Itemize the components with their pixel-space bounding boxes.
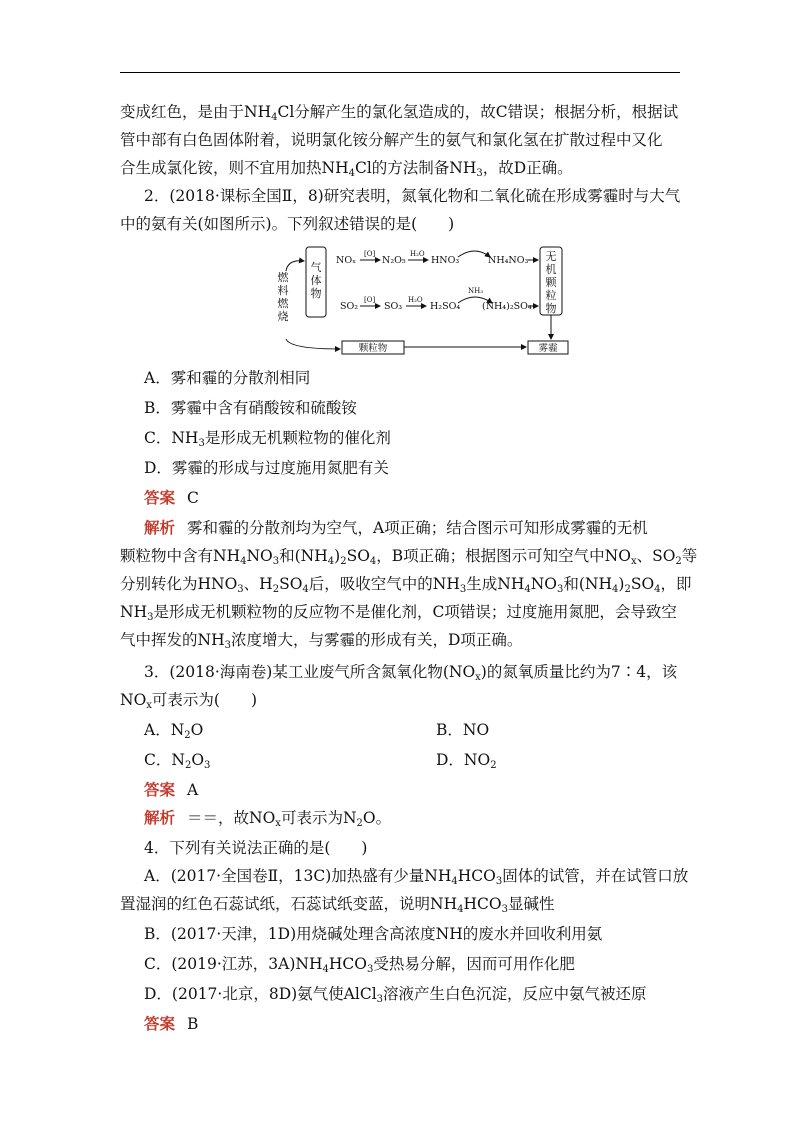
- inorganic-label: 无机颗粒物: [545, 250, 557, 315]
- row1-nh4no3: NH₄NO₃: [488, 255, 529, 266]
- combustion-label: 燃料燃烧: [277, 271, 289, 323]
- row1-o: [O]: [364, 250, 376, 258]
- header-rule: [120, 72, 680, 73]
- q4-option-c: C．(2019·江苏，$3A)NH_4HCO_3$受热易分解，因而可用作化肥: [144, 955, 575, 975]
- q3-analysis: 解析 ＝＝，故$NO_x$可表示为$N_2O$。: [144, 808, 392, 829]
- row1-nox: NOₓ: [336, 255, 357, 266]
- q1-line2: 管中部有白色固体附着，说明氯化铵分解产生的氨气和氯化氢在扩散过程中又化: [120, 131, 663, 149]
- row2-nh42so4: (NH₄)₂SO₄: [482, 301, 532, 312]
- q2-option-a: A．雾和霾的分散剂相同: [144, 369, 311, 387]
- q3-stem-line1: 3．(2018·海南卷)某工业废气所含氮氧化物$(NO_x)$的氮氧质量比约为7∶4，该: [144, 663, 678, 683]
- q2-option-b: B．雾霾中含有硝酸铵和硫酸铵: [144, 399, 357, 417]
- q4-stem: 4．下列有关说法正确的是( ): [144, 839, 368, 857]
- q1-line3: 合生成氯化铵，则不宜用加热$NH_4Cl$的方法制备$NH_3$，故D正确。: [120, 159, 573, 179]
- q2-option-c: C．$NH_3$是形成无机颗粒物的催化剂: [144, 429, 391, 449]
- row1-h2o: H₂O: [410, 250, 425, 258]
- q3-option-d: D．$NO_2$: [436, 751, 497, 771]
- q3-option-c: C．$N_2O_3$: [144, 751, 211, 771]
- row1-n2o5: N₂O₅: [382, 255, 406, 266]
- q2-stem-line1: 2．(2018·课标全国Ⅱ，8)研究表明，氮氧化物和二氧化硫在形成雾霾时与大气: [144, 187, 681, 205]
- row2-o: [O]: [364, 296, 376, 304]
- q4-option-d: D．(2017·北京，8D)氨气使AlCl$_3$溶液产生白色沉淀，反应中氨气被还原: [144, 985, 647, 1005]
- q4-option-a-line2: 置湿润的红色石蕊试纸，石蕊试纸变蓝，说明$NH_4HCO_3$显碱性: [120, 895, 555, 915]
- q2-analysis-line4: $NH_3$是形成无机颗粒物的反应物不是催化剂，C项错误；过度施用氮肥，会导致空: [120, 603, 677, 623]
- q4-option-a-line1: A．(2017·全国卷Ⅱ，13C)加热盛有少量$NH_4HCO_3$固体的试管，并在试管口放: [144, 867, 689, 887]
- q3-options-ab: [144, 720, 680, 740]
- arrow-to-gas: [286, 261, 304, 271]
- q2-analysis-line2: 颗粒物中含有$NH_4NO_3$和$(NH_4)_2SO_4$，B项正确；根据图示可知空气中$NO_x$、$SO_2$等: [120, 547, 698, 567]
- q4-option-b: B．(2017·天津，1D)用烧碱处理含高浓度NH的废水并回收利用氨: [144, 925, 603, 943]
- gas-label: 气体物: [310, 261, 322, 300]
- q3-answer: 答案 A: [144, 780, 199, 799]
- q2-analysis-line5: 气中挥发的$NH_3$浓度增大，与雾霾的形成有关，D项正确。: [120, 631, 523, 651]
- row2-so2: SO₂: [340, 301, 359, 312]
- q2-stem-line2: 中的氨有关(如图所示)。下列叙述错误的是( ): [120, 215, 455, 233]
- q3-stem-line2: $NO_x$可表示为( ): [120, 691, 258, 711]
- row2-h2so4: H₂SO₄: [430, 301, 461, 312]
- q3-options-cd: [144, 750, 680, 770]
- q2-analysis-line3: 分别转化为$HNO_3$、$H_2SO_4$后，吸收空气中的$NH_3$生成$NH_4NO_3$和$(NH_4)_2SO_4$，即: [120, 575, 692, 595]
- particles-label: 颗粒物: [358, 343, 388, 354]
- q2-analysis-line1: 解析 雾和霾的分散剂均为空气，A项正确；结合图示可知形成雾霾的无机: [144, 518, 648, 537]
- q2-option-d: D．雾霾的形成与过度施用氮肥有关: [144, 459, 389, 477]
- q2-answer: 答案 C: [144, 488, 199, 507]
- smog-label: 雾霾: [538, 343, 558, 354]
- row2-h2o: H₂O: [408, 296, 423, 304]
- q3-option-a: A．$N_2O$: [144, 721, 204, 741]
- q3-option-b: B．NO: [436, 721, 490, 739]
- q1-line1: 变成红色，是由于$NH_4Cl$分解产生的氯化氢造成的，故C错误；根据分析，根据试: [120, 103, 679, 123]
- smog-formation-diagram: [250, 243, 570, 355]
- arrow-to-particles: [286, 339, 340, 349]
- row2-so3: SO₃: [384, 301, 403, 312]
- row2-nh3: NH₃: [468, 287, 484, 295]
- q4-answer: 答案 B: [144, 1014, 199, 1033]
- row1-hno3: HNO₃: [431, 255, 460, 266]
